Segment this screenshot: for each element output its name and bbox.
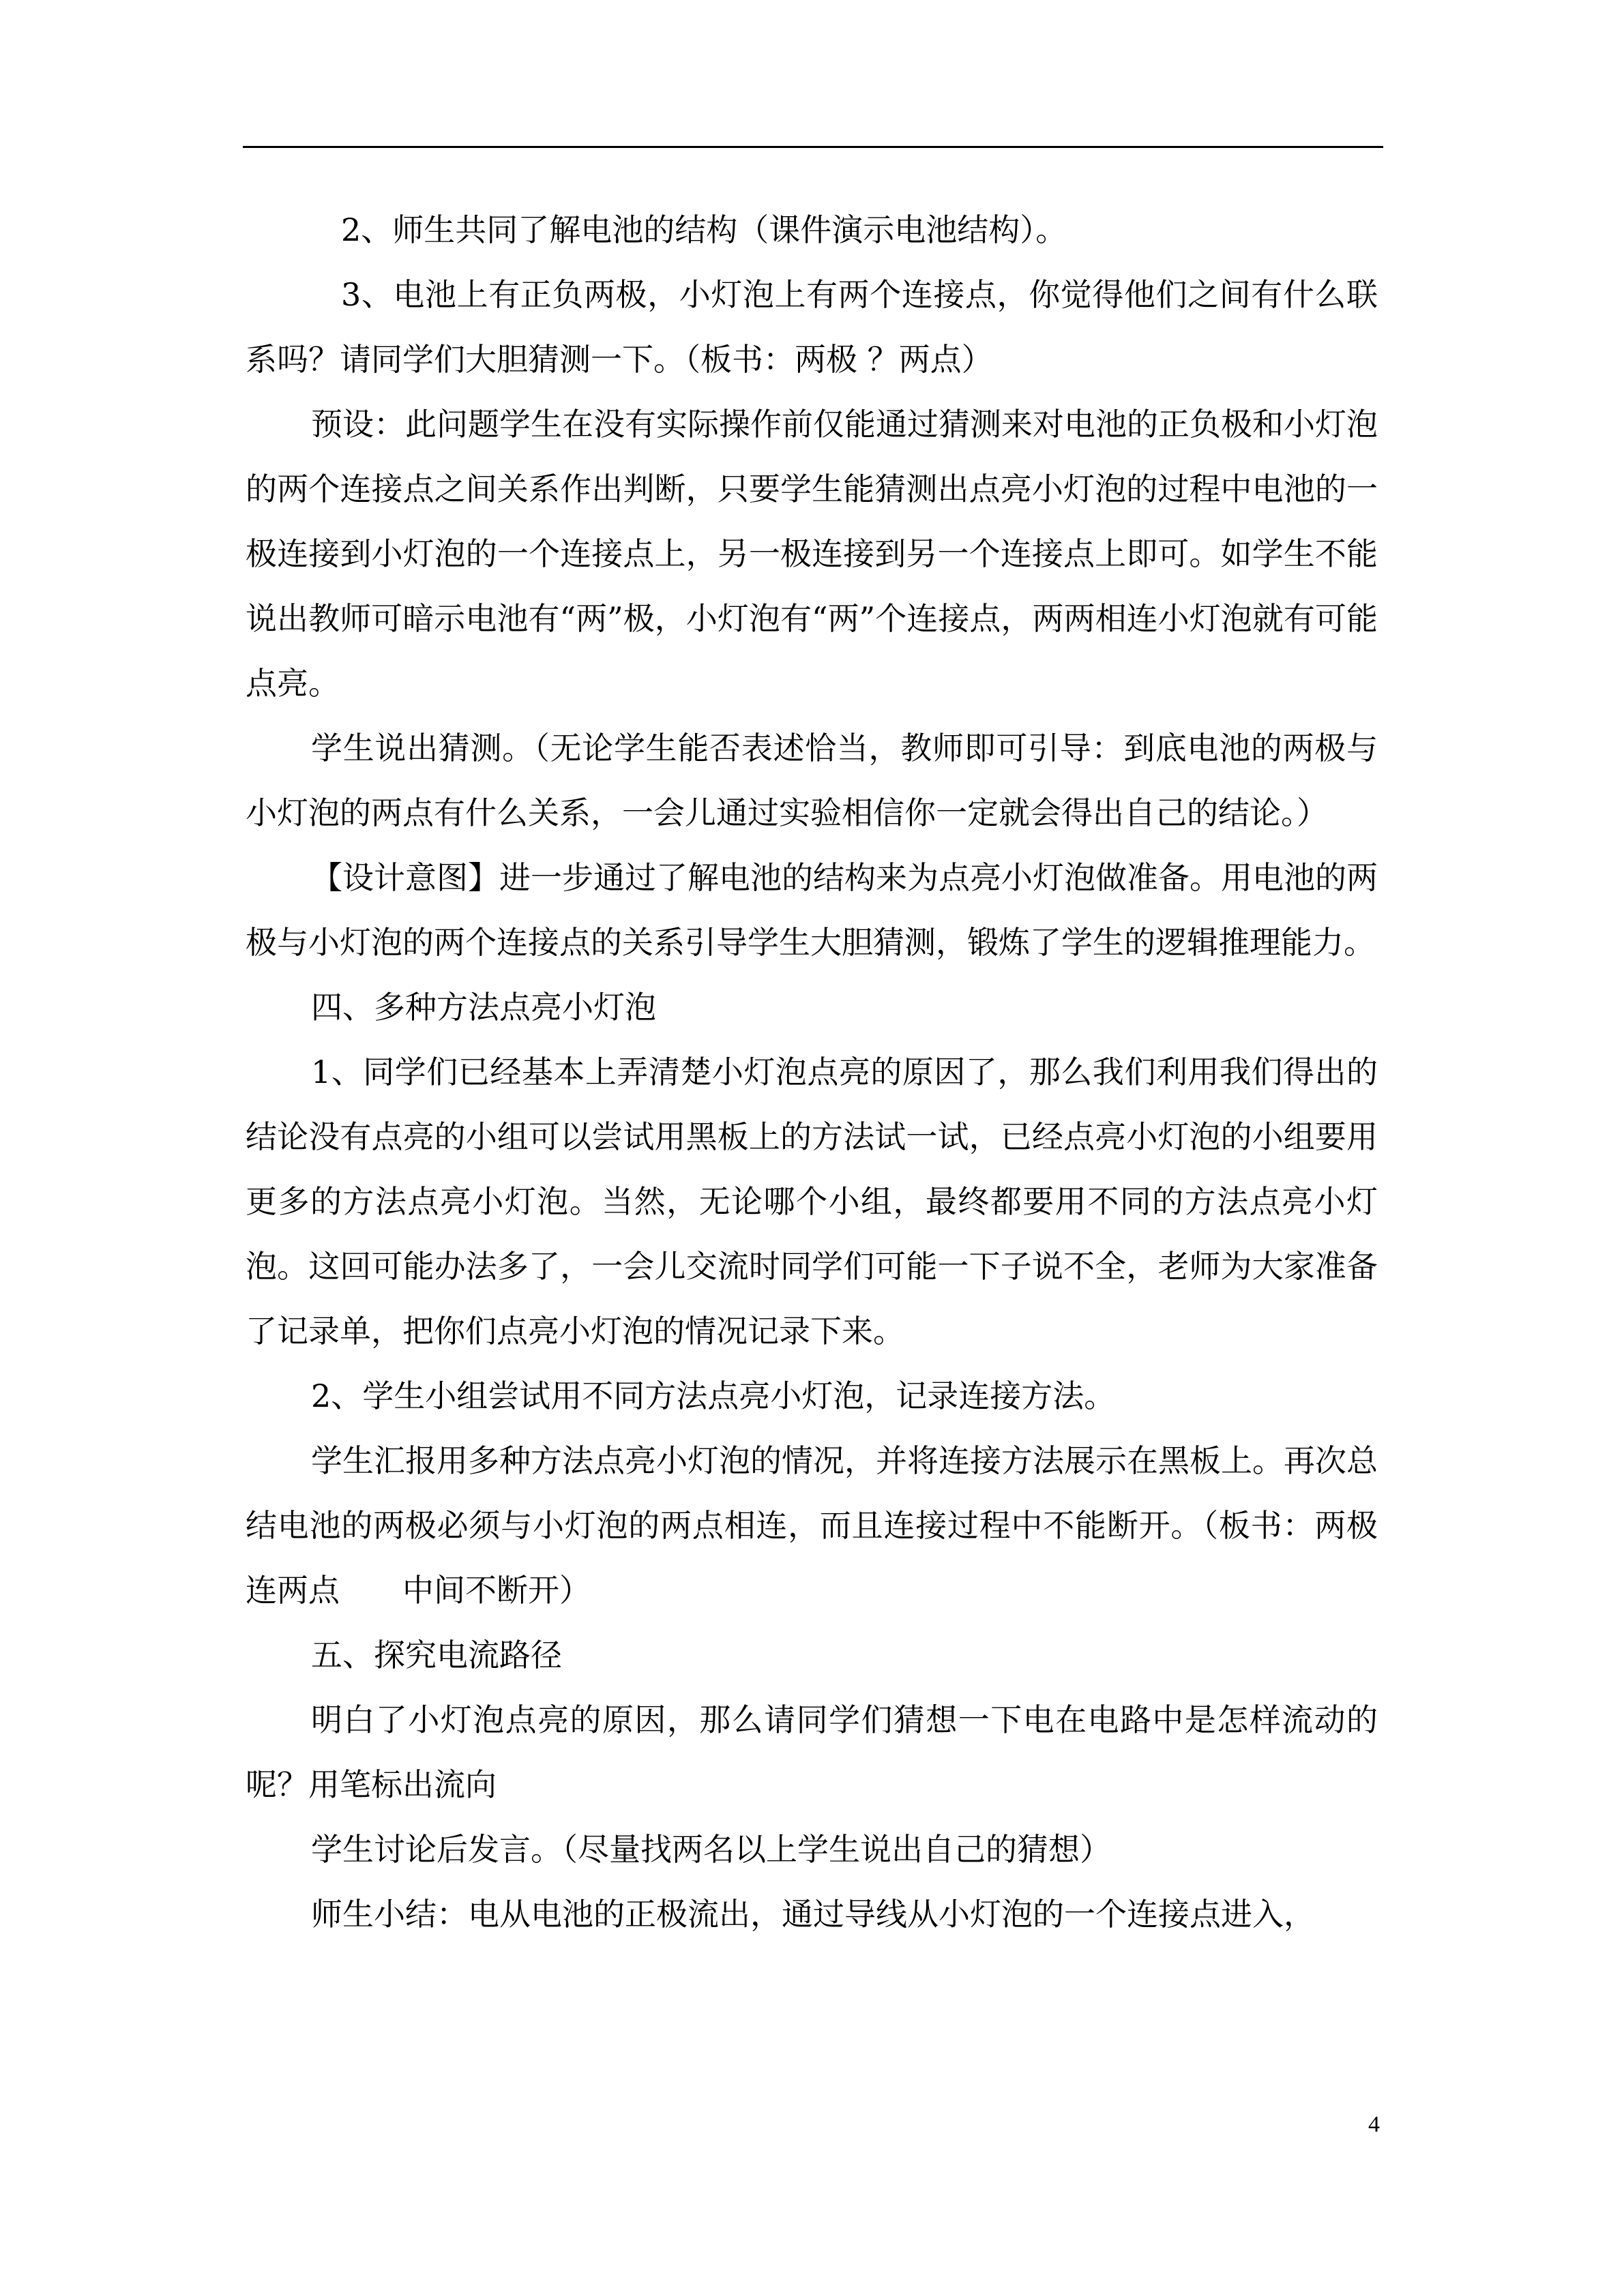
paragraph: 明白了小灯泡点亮的原因，那么请同学们猜想一下电在电路中是怎样流动的呢？用笔标出流向: [246, 1701, 1378, 1803]
paragraph: 学生讨论后发言。（尽量找两名以上学生说出自己的猜想）: [311, 1831, 1111, 1868]
page-content: [246, 198, 1378, 1947]
paragraph: 学生说出猜测。（无论学生能否表述恰当，教师即可引导：到底电池的两极与小灯泡的两点有什么关系，一会儿通过实验相信你一定就会得出自己的结论。）: [246, 730, 1378, 831]
paragraph: 师生小结：电从电池的正极流出，通过导线从小灯泡的一个连接点进入，: [311, 1896, 1315, 1933]
paragraph: 3、电池上有正负两极，小灯泡上有两个连接点，你觉得他们之间有什么联系吗？请同学们大胆猜测一下。（板书：两极 ？两点）: [246, 276, 1378, 378]
page-number: 4: [1368, 2112, 1380, 2137]
paragraph: 【设计意图】进一步通过了解电池的结构来为点亮小灯泡做准备。用电池的两极与小灯泡的两个连接点的关系引导学生大胆猜测，锻炼了学生的逻辑推理能力。: [246, 859, 1378, 961]
paragraph: 预设：此问题学生在没有实际操作前仅能通过猜测来对电池的正负极和小灯泡的两个连接点之间关系作出判断，只要学生能猜测出点亮小灯泡的过程中电池的一极连接到小灯泡的一个连接点上，另一极连接到另一个连接点上即可。如学生不能说出教师可暗示电池有“两”极，小灯泡有“两”个连接点，两两相连小灯泡就有可能点亮。: [246, 406, 1378, 702]
section-heading: 四、多种方法点亮小灯泡: [311, 989, 656, 1026]
paragraph: 1、同学们已经基本上弄清楚小灯泡点亮的原因了，那么我们利用我们得出的结论没有点亮的小组可以尝试用黑板上的方法试一试，已经点亮小灯泡的小组要用更多的方法点亮小灯泡。当然，无论哪个小组，最终都要用不同的方法点亮小灯泡。这回可能办法多了，一会儿交流时同学们可能一下子说不全，老师为大家准备了记录单，把你们点亮小灯泡的情况记录下来。: [246, 1054, 1378, 1350]
paragraph: 2、学生小组尝试用不同方法点亮小灯泡，记录连接方法。: [311, 1377, 1116, 1414]
header-rule: [243, 146, 1383, 148]
paragraph: 学生汇报用多种方法点亮小灯泡的情况，并将连接方法展示在黑板上。再次总结电池的两极必须与小灯泡的两点相连，而且连接过程中不能断开。（板书：两极连两点 中间不断开）: [246, 1442, 1378, 1609]
paragraph: 2、师生共同了解电池的结构（课件演示电池结构）。: [341, 211, 1067, 248]
section-heading: 五、探究电流路径: [311, 1637, 562, 1673]
